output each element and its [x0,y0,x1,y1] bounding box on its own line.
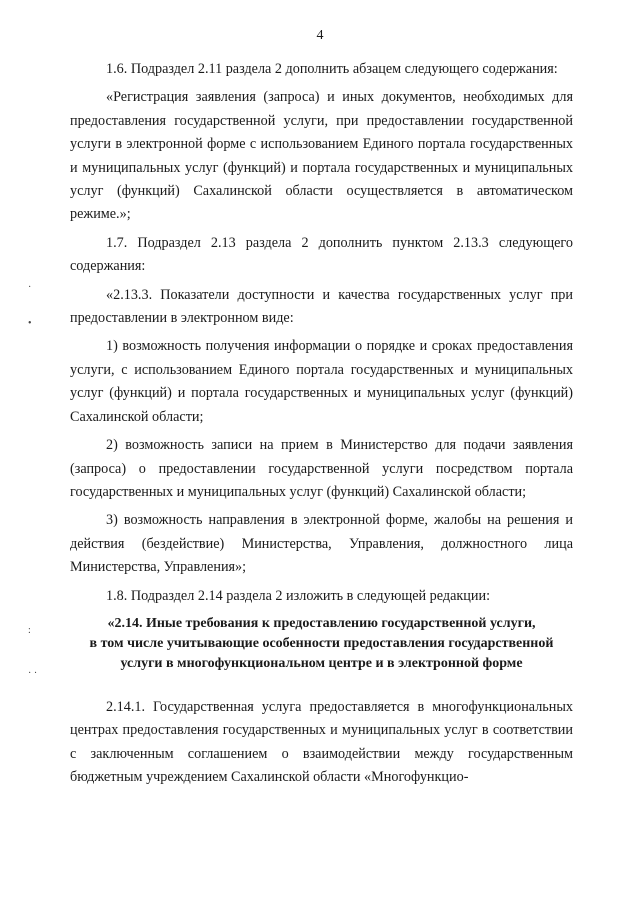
paragraph-2-13-3: «2.13.3. Показатели доступности и качества государственных услуг при предоставлении в электронном виде: [70,286,573,327]
list-item-2: 2) возможность записи на прием в Министерство для подачи заявления (запроса) о предоставлении государственной услуги посредством портала государственных и муниципальных услуг (функций) Сахалинской области; [70,437,573,500]
paragraph-1-8: 1.8. Подраздел 2.14 раздела 2 изложить в следующей редакции: [106,587,491,604]
scan-speck: : [28,625,31,636]
heading-line: услуги в многофункциональном центре и в электронной форме [120,655,523,671]
heading-line: в том числе учитывающие особенности предоставления государственной [89,635,554,651]
list-item-1: 1) возможность получения информации о порядке и сроках предоставления услуги, с использованием Единого портала государственных и муниципальных услуг (функций) и портала государственных и муниципальных услуг (функций) Сахалинской области; [70,338,573,425]
paragraph-registration-quote: «Регистрация заявления (запроса) и иных документов, необходимых для предоставления государственной услуги, при предоставлении государственной услуги в электронной форме с использованием Единого портала государственных и муниципальных услуг (функций) и портала государственных и муниципальных услуг (функций) Сахалинской области осуществляется в автоматическом режиме.»; [70,89,573,223]
document-body [70,58,573,790]
heading-line: «2.14. Иные требования к предоставлению государственной услуги, [107,615,536,631]
paragraph-2-14-1: 2.14.1. Государственная услуга предоставляется в многофункциональных центрах предоставления государственных и муниципальных услуг в соответствии с заключенным соглашением о взаимодействии между государственным бюджетным учреждением Сахалинской области «Многофункцио- [70,698,573,786]
scan-speck: • [28,318,32,329]
section-heading-2-14 [70,614,573,674]
page-number: 4 [316,28,324,43]
paragraph-1-7: 1.7. Подраздел 2.13 раздела 2 дополнить пунктом 2.13.3 следующего содержания: [70,234,573,275]
list-item-3: 3) возможность направления в электронной форме, жалобы на решения и действия (бездействие) Министерства, Управления, должностного лица Министерства, Управления»; [70,512,573,576]
paragraph-1-6: 1.6. Подраздел 2.11 раздела 2 дополнить абзацем следующего содержания: [106,61,558,77]
scan-speck: · · [28,668,38,679]
scan-speck: · [28,282,32,293]
